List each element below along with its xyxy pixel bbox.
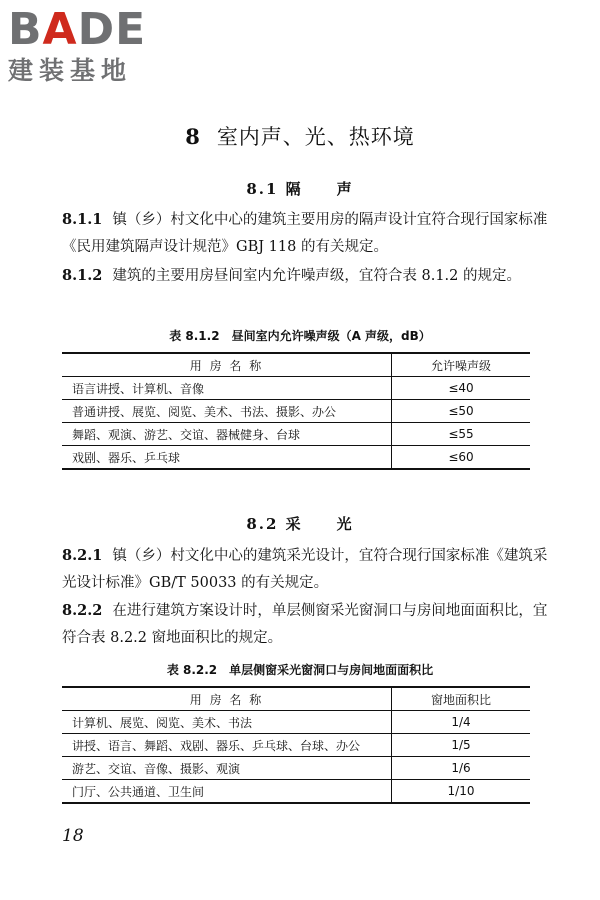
clause-8-1-2 xyxy=(62,262,548,290)
room-name-cell: 游艺、交谊、音像、摄影、观演 xyxy=(62,757,392,780)
column-header-room: 用 房 名 称 xyxy=(62,687,392,711)
clause-text: 镇（乡）村文化中心的建筑采光设计，宜符合现行国家标准《建筑采光设计标准》GB/T 50033 的有关规定。 xyxy=(62,548,548,591)
noise-level-table xyxy=(62,352,530,470)
clause-number: 8.2.2 xyxy=(62,602,103,619)
table-row xyxy=(62,757,530,780)
table-row xyxy=(62,423,530,446)
table-caption-8-2-2: 表 8.2.2 单层侧窗采光窗洞口与房间地面面积比 xyxy=(166,663,434,677)
column-header-ratio: 窗地面积比 xyxy=(392,687,531,711)
table-row xyxy=(62,400,530,423)
clause-8-1-1 xyxy=(62,206,548,261)
room-name-cell: 计算机、展览、阅览、美术、书法 xyxy=(62,711,392,734)
chapter-title xyxy=(0,121,600,151)
clause-number: 8.2.1 xyxy=(62,547,103,564)
room-name-cell: 语言讲授、计算机、音像 xyxy=(62,377,392,400)
chapter-title-text: 室内声、光、热环境 xyxy=(216,125,415,149)
ratio-value-cell: 1/10 xyxy=(392,780,531,804)
page-number: 18 xyxy=(62,826,84,846)
clause-8-2-1 xyxy=(62,542,548,597)
room-name-cell: 普通讲授、展览、阅览、美术、书法、摄影、办公 xyxy=(62,400,392,423)
table-row xyxy=(62,377,530,400)
table-row xyxy=(62,446,530,470)
clause-8-2-2 xyxy=(62,597,548,652)
noise-value-cell: ≤55 xyxy=(392,423,531,446)
window-ratio-table xyxy=(62,686,530,804)
room-name-cell: 门厅、公共通道、卫生间 xyxy=(62,780,392,804)
section-title-8-1: 8.1 隔 声 xyxy=(246,180,354,198)
logo-subtitle: 建装基地 xyxy=(8,56,133,85)
room-name-cell: 戏剧、器乐、乒乓球 xyxy=(62,446,392,470)
table-row xyxy=(62,734,530,757)
clause-number: 8.1.1 xyxy=(62,211,103,228)
table-caption-8-1-2: 表 8.1.2 昼间室内允许噪声级（A 声级，dB） xyxy=(169,329,431,343)
column-header-room: 用 房 名 称 xyxy=(62,353,392,377)
table-header-row xyxy=(62,353,530,377)
ratio-value-cell: 1/4 xyxy=(392,711,531,734)
clause-text: 镇（乡）村文化中心的建筑主要用房的隔声设计宜符合现行国家标准《民用建筑隔声设计规范》GBJ 118 的有关规定。 xyxy=(62,212,548,255)
room-name-cell: 舞蹈、观演、游艺、交谊、器械健身、台球 xyxy=(62,423,392,446)
noise-value-cell: ≤60 xyxy=(392,446,531,470)
table-row xyxy=(62,780,530,804)
brand-logo xyxy=(8,6,146,86)
column-header-noise: 允许噪声级 xyxy=(392,353,531,377)
room-name-cell: 讲授、语言、舞蹈、戏剧、器乐、乒乓球、台球、办公 xyxy=(62,734,392,757)
table-header-row xyxy=(62,687,530,711)
ratio-value-cell: 1/5 xyxy=(392,734,531,757)
clause-number: 8.1.2 xyxy=(62,267,103,284)
clause-text: 建筑的主要用房昼间室内允许噪声级，宜符合表 8.1.2 的规定。 xyxy=(112,268,521,284)
table-row xyxy=(62,711,530,734)
chapter-number: 8 xyxy=(185,124,201,149)
noise-value-cell: ≤40 xyxy=(392,377,531,400)
ratio-value-cell: 1/6 xyxy=(392,757,531,780)
clause-text: 在进行建筑方案设计时，单层侧窗采光窗洞口与房间地面面积比，宜符合表 8.2.2 窗地面积比的规定。 xyxy=(62,603,548,646)
section-title-8-2: 8.2 采 光 xyxy=(246,515,354,533)
logo-wordmark: BADE xyxy=(8,4,147,55)
noise-value-cell: ≤50 xyxy=(392,400,531,423)
